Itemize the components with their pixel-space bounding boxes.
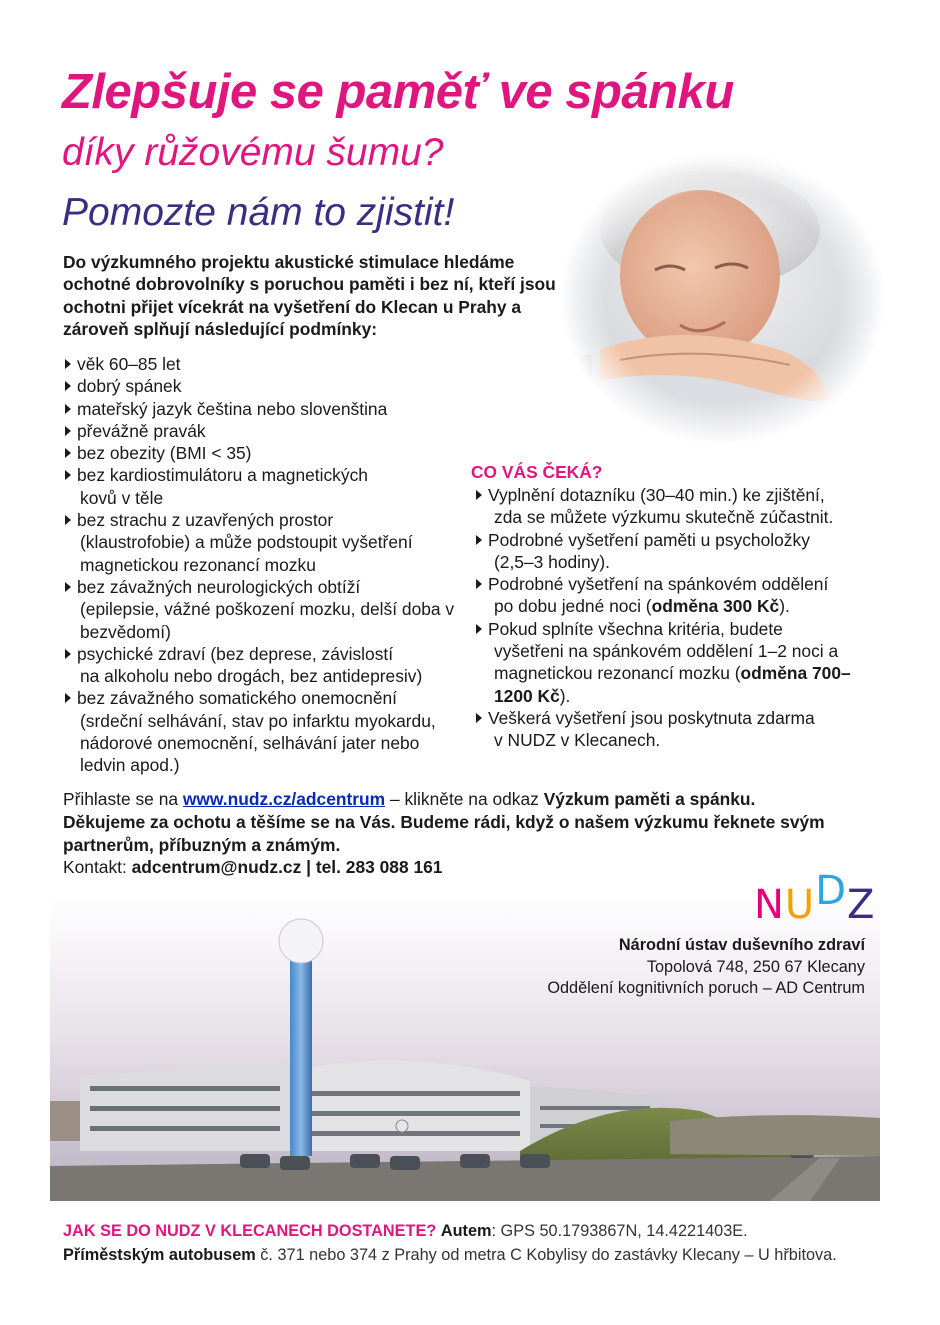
reward-tail: ). bbox=[559, 685, 571, 706]
condition-item-continuation bbox=[77, 531, 463, 576]
condition-item-continuation-text: (srdeční selhávání, stav po infarktu myokardu, nádorové onemocnění, selhávání jater nebo ledvin apod.) bbox=[80, 710, 436, 776]
condition-item-continuation-text: (klaustrofobie) a může podstoupit vyšetření magnetickou rezonancí mozku bbox=[80, 532, 413, 575]
logo-letter: Z bbox=[847, 882, 876, 928]
what-awaits-item-continuation bbox=[488, 595, 874, 617]
condition-item-text: bez kardiostimulátoru a magnetických bbox=[77, 465, 368, 486]
condition-item-text: dobrý spánek bbox=[77, 376, 182, 397]
what-awaits-item-continuation bbox=[488, 729, 874, 751]
bullet-triangle-icon bbox=[476, 579, 482, 589]
condition-item bbox=[63, 576, 463, 643]
logo-letter: D bbox=[815, 868, 848, 914]
what-awaits-item bbox=[474, 484, 874, 529]
bus-text: č. 371 nebo 374 z Prahy od metra C Kobylisy do zastávky Klecany – U hřbitova. bbox=[255, 1246, 837, 1264]
condition-item-continuation bbox=[77, 487, 463, 509]
title-call-to-action: Pomozte nám to zjistit! bbox=[62, 191, 455, 234]
condition-item-continuation bbox=[77, 598, 463, 643]
what-awaits-item bbox=[474, 573, 874, 618]
directions-question: JAK SE DO NUDZ V KLECANECH DOSTANETE? bbox=[63, 1222, 437, 1240]
sleeping-woman-photo bbox=[560, 150, 885, 445]
condition-item-text: mateřský jazyk čeština nebo slovenština bbox=[77, 398, 388, 419]
condition-item bbox=[63, 509, 463, 576]
condition-item-text: psychické zdraví (bez deprese, závislostí bbox=[77, 643, 394, 664]
what-awaits-item bbox=[474, 707, 874, 752]
org-name: Národní ústav duševního zdraví bbox=[618, 936, 865, 954]
what-awaits-item bbox=[474, 529, 874, 574]
signup-prefix: Přihlaste se na bbox=[63, 789, 183, 809]
what-awaits-item-continuation bbox=[488, 640, 874, 707]
bus-label: Příměstským autobusem bbox=[63, 1246, 256, 1264]
what-awaits-item bbox=[474, 618, 874, 707]
bullet-triangle-icon bbox=[65, 470, 71, 480]
car-text: : GPS 50.1793867N, 14.4221403E. bbox=[491, 1222, 748, 1240]
reward-amount: odměna 700–1200 Kč bbox=[494, 663, 851, 706]
what-awaits-item-continuation bbox=[488, 506, 874, 528]
thanks-text: Děkujeme za ochotu a těšíme se na Vás. Budeme rádi, když o našem výzkumu řeknete svým partnerům, příbuzným a známým. bbox=[63, 811, 825, 855]
organization-info bbox=[547, 935, 865, 1000]
condition-item bbox=[63, 353, 463, 375]
bullet-triangle-icon bbox=[65, 381, 71, 391]
bullet-triangle-icon bbox=[476, 713, 482, 723]
condition-item-continuation bbox=[77, 665, 463, 687]
what-awaits-item-text: Pokud splníte všechna kritéria, budete bbox=[488, 618, 783, 639]
logo-letter: N bbox=[754, 882, 785, 928]
title-main: Zlepšuje se paměť ve spánku bbox=[62, 65, 734, 119]
bullet-triangle-icon bbox=[476, 490, 482, 500]
what-awaits-item-text: Vyplnění dotazníku (30–40 min.) ke zjištění, bbox=[488, 485, 825, 505]
conditions-list bbox=[63, 353, 463, 777]
bullet-triangle-icon bbox=[476, 624, 482, 634]
what-awaits-heading: CO VÁS ČEKÁ? bbox=[471, 462, 603, 482]
reward-amount: odměna 300 Kč bbox=[651, 596, 780, 617]
reward-tail: ). bbox=[779, 596, 790, 617]
condition-item-continuation bbox=[77, 710, 463, 777]
condition-item-continuation-text: na alkoholu nebo drogách, bez antidepresiv) bbox=[80, 666, 423, 687]
bullet-triangle-icon bbox=[65, 515, 71, 525]
logo-letter: U bbox=[784, 882, 816, 928]
what-awaits-item-continuation-text: zda se můžete výzkumu skutečně zúčastnit. bbox=[494, 507, 834, 528]
org-department: Oddělení kognitivních poruch – AD Centrum bbox=[547, 979, 865, 997]
what-awaits-item-continuation bbox=[488, 551, 874, 573]
contact-separator: | bbox=[301, 857, 316, 878]
bullet-triangle-icon bbox=[65, 426, 71, 436]
condition-item-text: bez strachu z uzavřených prostor bbox=[77, 510, 334, 531]
contact-phone: tel. 283 088 161 bbox=[315, 857, 443, 878]
condition-item-continuation-text: kovů v těle bbox=[80, 487, 164, 508]
condition-item bbox=[63, 464, 463, 509]
condition-item-text: věk 60–85 let bbox=[77, 354, 181, 374]
contact-label: Kontakt: bbox=[63, 857, 132, 878]
car-label: Autem bbox=[440, 1222, 492, 1240]
research-link-label: Výzkum paměti a spánku. bbox=[543, 789, 756, 809]
what-awaits-item-continuation-text: po dobu jedné noci ( bbox=[494, 596, 652, 617]
what-awaits-item-text: Podrobné vyšetření paměti u psycholožky bbox=[488, 529, 810, 550]
what-awaits-item-continuation-text: vyšetřeni na spánkovém oddělení 1–2 noci a magnetickou rezonancí mozku ( bbox=[494, 641, 839, 684]
condition-item bbox=[63, 420, 463, 442]
intro-paragraph: Do výzkumného projektu akustické stimulace hledáme ochotné dobrovolníky s poruchou paměti i bez ní, kteří jsou ochotni přijet vícekrát na vyšetření do Klecan u Prahy a zároveň splňují následující podmínky: bbox=[63, 252, 556, 339]
bullet-triangle-icon bbox=[65, 359, 71, 369]
condition-item bbox=[63, 442, 463, 464]
bullet-triangle-icon bbox=[476, 535, 482, 545]
condition-item-text: převážně pravák bbox=[77, 420, 206, 441]
condition-item bbox=[63, 687, 463, 776]
condition-item-text: bez závažného somatického onemocnění bbox=[77, 688, 397, 709]
bullet-triangle-icon bbox=[65, 404, 71, 414]
bullet-triangle-icon bbox=[65, 448, 71, 458]
nudz-logo bbox=[754, 868, 876, 928]
org-address: Topolová 748, 250 67 Klecany bbox=[646, 957, 865, 976]
bullet-triangle-icon bbox=[65, 693, 71, 703]
title-subtitle: díky růžovému šumu? bbox=[62, 131, 444, 174]
bullet-triangle-icon bbox=[65, 582, 71, 592]
bullet-triangle-icon bbox=[65, 649, 71, 659]
condition-item-text: bez závažných neurologických obtíží bbox=[77, 576, 361, 597]
contact-email: adcentrum@nudz.cz bbox=[131, 857, 302, 878]
adcentrum-link[interactable]: www.nudz.cz/adcentrum bbox=[182, 789, 386, 809]
what-awaits-item-text: Podrobné vyšetření na spánkovém oddělení bbox=[488, 574, 829, 595]
condition-item-continuation-text: (epilepsie, vážné poškození mozku, delší doba v bezvědomí) bbox=[80, 599, 455, 642]
what-awaits-item-text: Veškerá vyšetření jsou poskytnuta zdarma bbox=[488, 707, 815, 728]
what-awaits-list bbox=[474, 484, 874, 752]
condition-item bbox=[63, 375, 463, 397]
what-awaits-item-continuation-text: v NUDZ v Klecanech. bbox=[494, 730, 661, 751]
signup-paragraph bbox=[63, 788, 863, 879]
condition-item bbox=[63, 643, 463, 688]
signup-middle: – klikněte na odkaz bbox=[385, 789, 544, 809]
directions-footer bbox=[63, 1219, 873, 1267]
condition-item bbox=[63, 398, 463, 420]
condition-item-text: bez obezity (BMI < 35) bbox=[77, 443, 252, 464]
what-awaits-item-continuation-text: (2,5–3 hodiny). bbox=[494, 551, 611, 572]
